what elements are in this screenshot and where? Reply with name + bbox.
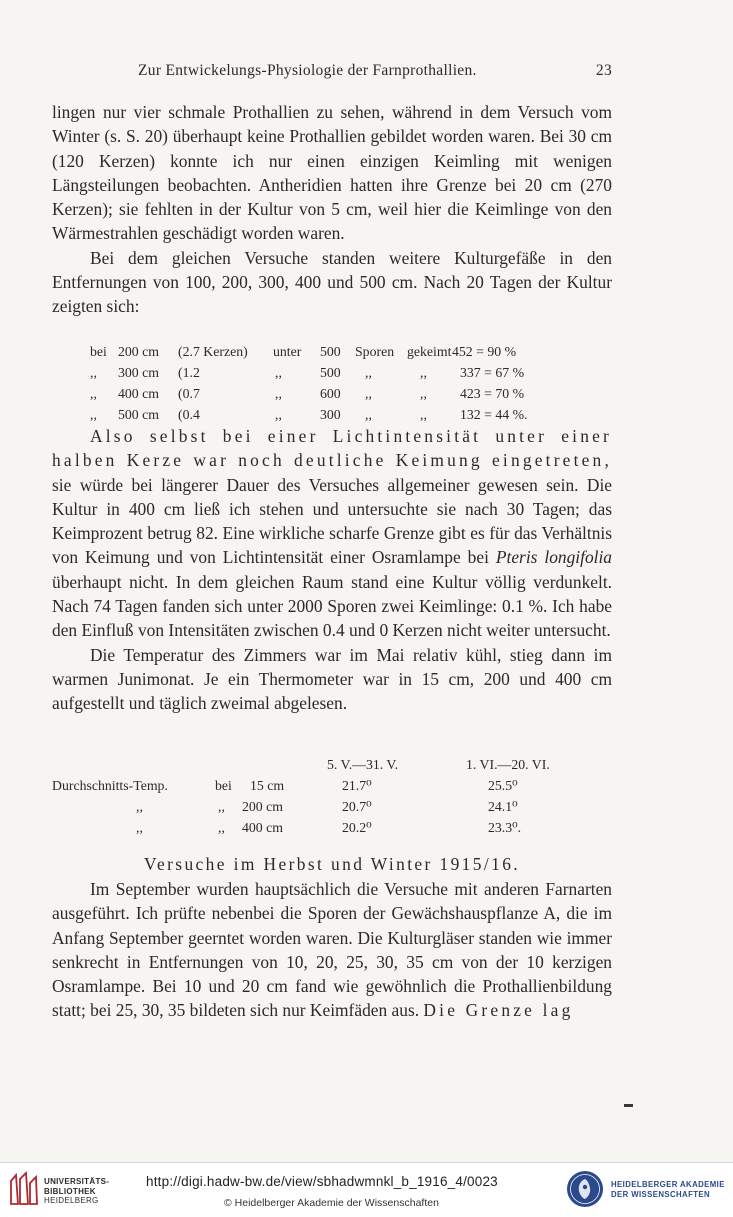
table-row: ,, 500 cm (0.4 ,, 300 ,, ,, 132 = 44 %. (90, 407, 528, 422)
page-number: 23 (595, 62, 612, 79)
paragraph-1: lingen nur vier schmale Prothallien zu sehen, während in dem Versuch vom Winter (s. S. 20) überhaupt keine Prothallien gebildet worden waren. Bei 30 cm (120 Kerzen) konnte ich nur einen einzigen Keimling mit wenigen Längsteilungen beobachten. Antheridien hatten ihre Grenze bei 20 cm (270 Kerzen); sie fehlten in der Kultur von 5 cm, weil hier die Keimlinge von den Wärmestrahlen geschädigt worden waren. (52, 102, 612, 244)
paragraph-5: Im September wurden hauptsächlich die Versuche mit anderen Farnarten ausgeführt. Ich prüfte nebenbei die Sporen der Gewächshauspflanze A, die im Anfang September geerntet worden waren. Die Kulturgläser standen wie immer senkrecht in Entfernungen von 10, 20, 25, 30, 35 cm von der 10 kerzigen Osramlampe. Bei 10 und 20 cm fand wie gewöhnlich die Prothallienbildung statt; bei 25, 30, 35 bildeten sich nur Keimfäden aus. Die Grenze lag (52, 879, 612, 1021)
table-row: ,, 400 cm (0.7 ,, 600 ,, ,, 423 = 70 % (90, 386, 525, 401)
col-head: 1. VI.—20. VI. (466, 757, 550, 772)
running-title: Zur Entwickelungs-Physiologie der Farnprothallien. (138, 62, 477, 79)
col-head: 5. V.—31. V. (327, 757, 399, 772)
text-block-1 (52, 100, 612, 319)
academy-seal-icon (566, 1170, 604, 1208)
permalink[interactable]: http://digi.hadw-bw.de/view/sbhadwmnkl_b_1916_4/0023 (146, 1174, 498, 1189)
text-block-2 (52, 424, 612, 716)
running-head (52, 62, 612, 86)
spaced-emphasis: Die Grenze lag (423, 1000, 574, 1021)
footer-bar (0, 1162, 733, 1217)
table-row: ,, ,, 400 cm 20.2⁰ 23.3⁰. (136, 820, 522, 835)
temperature-table (52, 754, 612, 838)
species-name: Pteris longifolia (495, 547, 612, 568)
table-row: Durchschnitts-Temp. bei 15 cm 21.7⁰ 25.5⁰ (52, 778, 518, 793)
university-library-name: UNIVERSITÄTS- BIBLIOTHEK HEIDELBERG (44, 1177, 110, 1205)
table-row: bei 200 cm (2.7 Kerzen) unter 500 Sporen gekeimt 452 = 90 % (90, 344, 517, 359)
university-library-logo-icon (8, 1171, 40, 1207)
section-heading: Versuche im Herbst und Winter 1915/16. (143, 854, 521, 874)
paragraph-3: Also selbst bei einer Lichtintensität unter einer halben Kerze war noch deutliche Keimung eingetreten, sie würde bei längerer Dauer des Versuches allgemeiner gewesen sein. Die Kultur in 400 cm ließ ich stehen und untersuchte sie nach 30 Tagen; das Keimprozent betrug 82. Eine wirkliche scharfe Grenze gibt es für das Verhältnis von Keimung und von Lichtintensität einer Osramlampe bei Pteris longifolia überhaupt nicht. In dem gleichen Raum stand eine Kultur völlig verdunkelt. Nach 74 Tagen fanden sich unter 2000 Sporen zwei Keimlinge: 0.1 %. Ich habe den Einfluß von Intensitäten zwischen 0.4 und 0 Kerzen nicht weiter untersucht. (52, 426, 612, 641)
germination-table (90, 341, 610, 425)
spaced-emphasis: Also selbst bei einer Lichtintensität unter einer halben Kerze war noch deutliche Keimung eingetreten, (52, 426, 612, 471)
academy-name: HEIDELBERGER AKADEMIE DER WISSENSCHAFTEN (611, 1180, 725, 1199)
table-row: ,, ,, 200 cm 20.7⁰ 24.1⁰ (136, 799, 518, 814)
paragraph-2: Bei dem gleichen Versuche standen weitere Kulturgefäße in den Entfernungen von 100, 200, 300, 400 und 500 cm. Nach 20 Tagen der Kultur zeigten sich: (52, 247, 612, 317)
stray-mark (624, 1104, 633, 1107)
table-head-row (52, 754, 612, 775)
copyright-notice: © Heidelberger Akademie der Wissenschaften (224, 1197, 439, 1209)
table-row: ,, 300 cm (1.2 ,, 500 ,, ,, 337 = 67 % (90, 365, 525, 380)
text-block-3 (52, 877, 612, 1023)
paragraph-4: Die Temperatur des Zimmers war im Mai relativ kühl, stieg dann im warmen Junimonat. Je ein Thermometer war in 15 cm, 200 und 400 cm aufgestellt und täglich zweimal abgelesen. (52, 644, 612, 714)
